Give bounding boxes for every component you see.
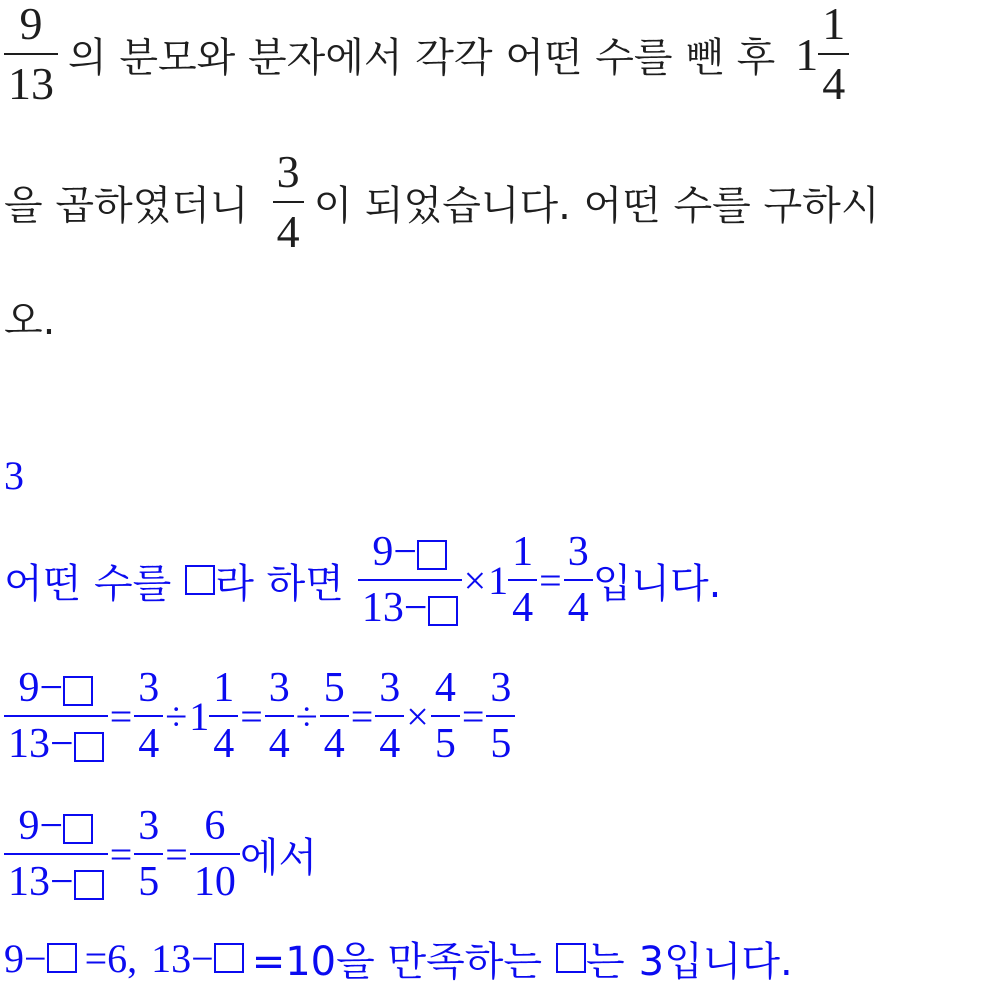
- numerator: 1: [512, 529, 534, 575]
- equals-sign: =: [109, 831, 133, 877]
- denominator: 4: [508, 579, 537, 629]
- denominator: 13: [4, 53, 58, 107]
- solution-line-2: [4, 666, 515, 766]
- fraction-1-4: [209, 667, 238, 765]
- fraction-9-13: [4, 1, 58, 107]
- denominator: 13−: [8, 721, 74, 767]
- denominator: 4: [564, 579, 593, 629]
- fraction-5-4: [320, 667, 349, 765]
- denominator: 4: [273, 201, 304, 255]
- fraction-1-4: [508, 531, 537, 629]
- numerator: 9−: [372, 529, 418, 575]
- unknown-box: [63, 814, 93, 844]
- equals-sign: =: [539, 557, 562, 603]
- unknown-box: [74, 732, 104, 762]
- fraction-3-4: [375, 667, 404, 765]
- answer-value-line: [4, 450, 24, 500]
- equals-sign: =: [350, 693, 374, 739]
- solution-line-3: [4, 804, 317, 904]
- solution-text: =10을 만족하는: [251, 938, 543, 985]
- question-line-1: [4, 0, 849, 109]
- question-text-1: 의 분모와 분자에서 각각 어떤 수를 뺀 후: [68, 34, 776, 81]
- equals-sign: =: [109, 693, 133, 739]
- equals-sign: =: [240, 693, 263, 739]
- solution-text: 3입니다.: [638, 938, 793, 985]
- denominator: 4: [818, 53, 849, 107]
- numerator: 3: [567, 529, 589, 575]
- solution-text: 에서: [239, 834, 318, 881]
- numerator: 4: [434, 665, 456, 711]
- unknown-box: [47, 943, 77, 973]
- denominator: 5: [486, 715, 515, 765]
- denominator: 5: [431, 715, 460, 765]
- question-line-3: [4, 292, 55, 342]
- solution-text: 13−: [151, 935, 214, 981]
- denominator: 10: [190, 853, 240, 903]
- denominator: 4: [265, 715, 294, 765]
- numerator: 1: [822, 0, 846, 49]
- fraction-6-10: [190, 805, 240, 903]
- fraction-3-5: [486, 667, 515, 765]
- numerator: 3: [379, 665, 401, 711]
- denominator: 4: [209, 715, 238, 765]
- solution-line-4: [4, 932, 793, 984]
- numerator: 3: [138, 803, 160, 849]
- solution-line-1: [4, 530, 721, 630]
- mixed-whole: 1: [795, 28, 819, 80]
- fraction-1-4: [818, 1, 849, 107]
- fraction-3-4: [273, 146, 304, 257]
- mixed-whole: 1: [189, 693, 210, 739]
- times-sign: ×: [463, 557, 487, 603]
- denominator: 5: [134, 853, 163, 903]
- question-text-2b: 이 되었습니다. 어떤 수를 구하시: [313, 182, 880, 229]
- denominator: 13−: [8, 859, 74, 905]
- numerator: 5: [323, 665, 345, 711]
- fraction-3-4: [564, 531, 593, 629]
- divide-sign: ÷: [165, 693, 188, 739]
- unknown-box: [556, 943, 586, 973]
- numerator: 9: [19, 0, 43, 49]
- fraction-3-4: [134, 667, 163, 765]
- fraction-unknown: [358, 531, 462, 629]
- unknown-box: [185, 565, 215, 595]
- equals-sign: =: [461, 693, 485, 739]
- denominator: 13−: [361, 585, 428, 631]
- question-text-2a: 을 곱하였더니: [4, 182, 249, 229]
- unknown-box: [428, 596, 458, 626]
- fraction-unknown: [4, 805, 108, 903]
- unknown-box: [214, 943, 244, 973]
- times-sign: ×: [406, 693, 429, 739]
- numerator: 3: [138, 665, 160, 711]
- numerator: 6: [204, 803, 226, 849]
- numerator: 3: [490, 665, 512, 711]
- unknown-box: [74, 870, 104, 900]
- numerator: 1: [213, 665, 235, 711]
- denominator: 4: [134, 715, 163, 765]
- solution-text: 어떤 수를: [4, 560, 172, 607]
- denominator: 4: [320, 715, 349, 765]
- question-text-3: 오.: [4, 297, 56, 344]
- solution-text: 입니다.: [592, 560, 722, 607]
- divide-sign: ÷: [295, 693, 318, 739]
- solution-text: =6,: [84, 935, 138, 981]
- fraction-3-5: [134, 805, 163, 903]
- solution-text: 라 하면: [215, 560, 344, 607]
- solution-text: 는: [586, 938, 625, 985]
- fraction-4-5: [431, 667, 460, 765]
- unknown-box: [63, 676, 93, 706]
- fraction-unknown: [4, 667, 108, 765]
- denominator: 4: [375, 715, 404, 765]
- question-line-2: [4, 146, 880, 257]
- numerator: 9−: [18, 665, 64, 711]
- solution-text: 9−: [4, 935, 47, 981]
- numerator: 3: [276, 146, 300, 197]
- numerator: 9−: [18, 803, 64, 849]
- mixed-whole: 1: [488, 557, 509, 603]
- numerator: 3: [268, 665, 290, 711]
- unknown-box: [417, 540, 447, 570]
- answer-value: 3: [4, 452, 24, 498]
- fraction-3-4: [265, 667, 294, 765]
- equals-sign: =: [165, 831, 188, 877]
